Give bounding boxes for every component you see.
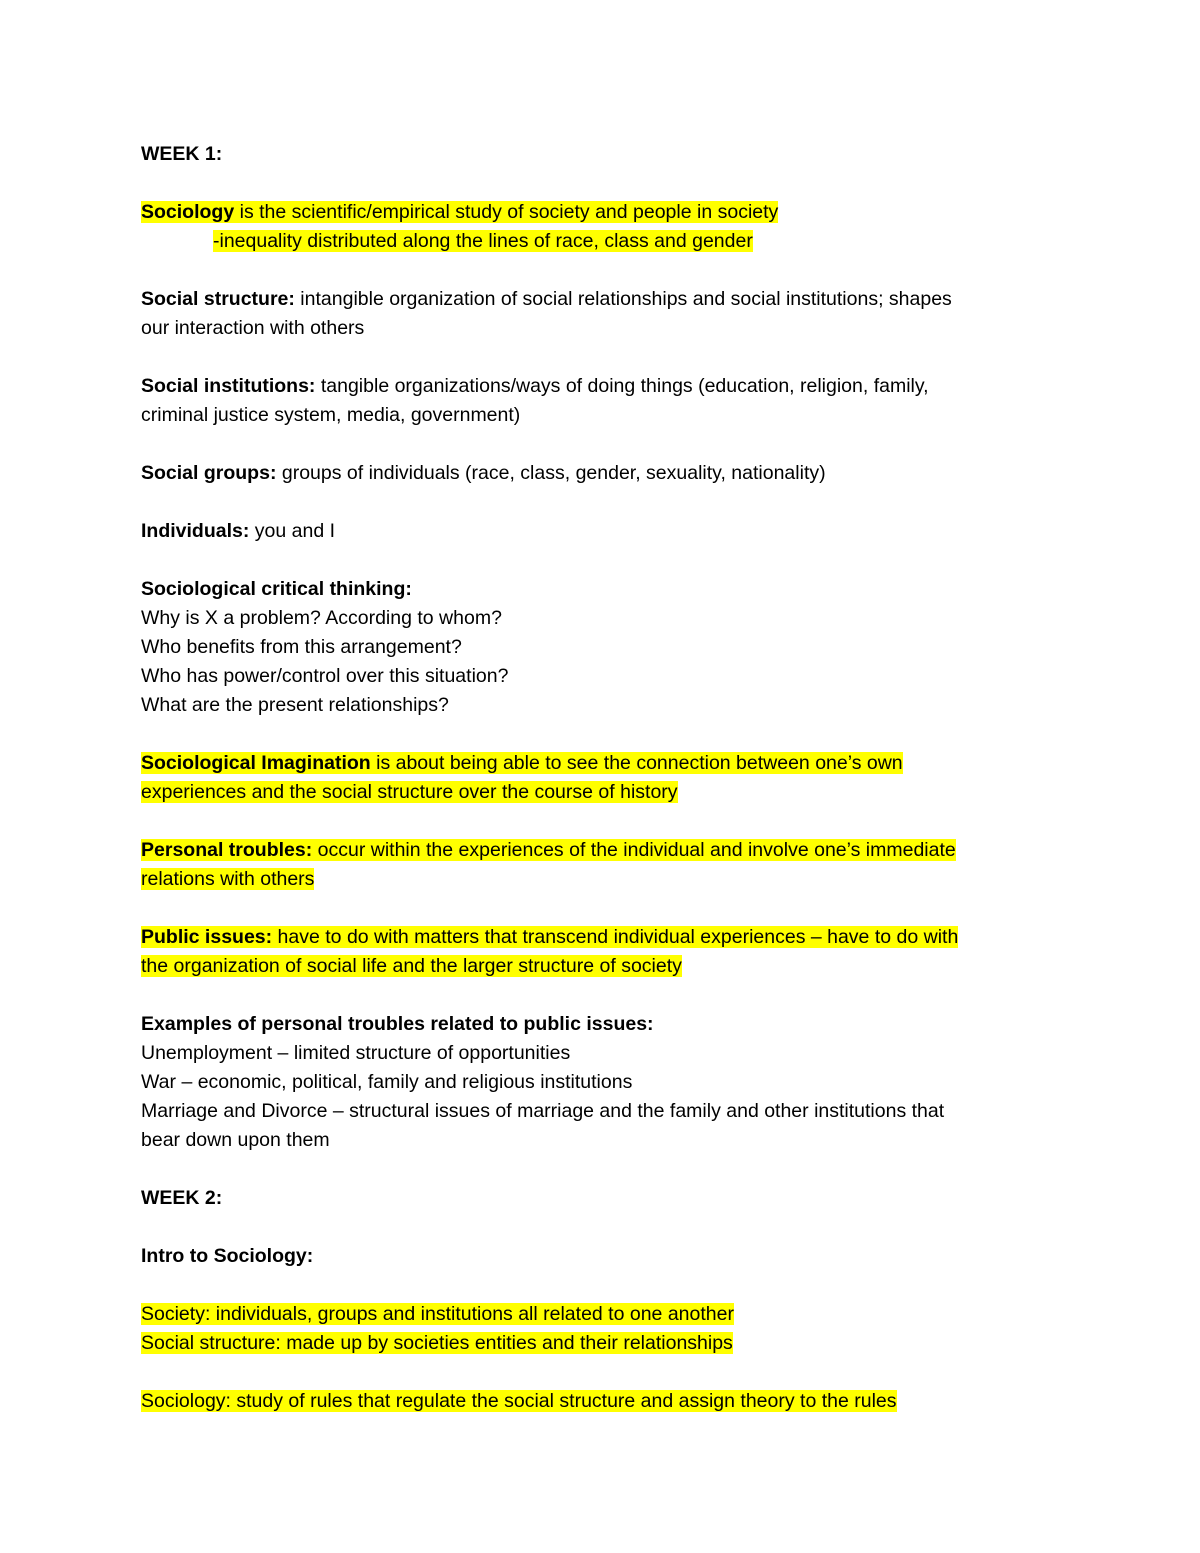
public-issues-definition-cont: the organization of social life and the larger structure of society (141, 955, 682, 977)
document-page (141, 140, 1061, 1416)
sociology-definition: Sociology is the scientific/empirical study of society and people in society (141, 201, 779, 223)
example-item: Unemployment – limited structure of opportunities (141, 1042, 571, 1064)
imagination-definition: Sociological Imagination is about being able to see the connection between one’s own (141, 752, 903, 774)
sociology-rules-definition: Sociology: study of rules that regulate the social structure and assign theory to the rules (141, 1390, 897, 1412)
sociology-subpoint: -inequality distributed along the lines of race, class and gender (213, 230, 753, 252)
personal-troubles-definition: Personal troubles: occur within the experiences of the individual and involve one’s immediate (141, 839, 956, 861)
week2-heading: WEEK 2: (141, 1187, 223, 1209)
personal-troubles-definition-cont: relations with others (141, 868, 315, 890)
example-item: War – economic, political, family and religious institutions (141, 1071, 633, 1093)
social-structure-week2: Social structure: made up by societies entities and their relationships (141, 1332, 733, 1354)
examples-heading: Examples of personal troubles related to public issues: (141, 1013, 654, 1035)
social-groups-definition: Social groups: groups of individuals (race, class, gender, sexuality, nationality) (141, 462, 826, 484)
intro-heading: Intro to Sociology: (141, 1245, 314, 1267)
example-item: Marriage and Divorce – structural issues of marriage and the family and other institutions that (141, 1100, 945, 1122)
critical-question: What are the present relationships? (141, 694, 449, 716)
critical-question: Who benefits from this arrangement? (141, 636, 462, 658)
critical-question: Who has power/control over this situation? (141, 665, 509, 687)
social-institutions-definition-cont: criminal justice system, media, government) (141, 404, 521, 426)
social-institutions-definition: Social institutions: tangible organizations/ways of doing things (education, religion, family, (141, 375, 929, 397)
imagination-definition-cont: experiences and the social structure over the course of history (141, 781, 678, 803)
society-definition: Society: individuals, groups and institutions all related to one another (141, 1303, 734, 1325)
social-structure-definition-cont: our interaction with others (141, 317, 365, 339)
individuals-definition: Individuals: you and I (141, 520, 336, 542)
example-item: bear down upon them (141, 1129, 330, 1151)
week1-heading: WEEK 1: (141, 143, 223, 165)
critical-question: Why is X a problem? According to whom? (141, 607, 502, 629)
social-structure-definition: Social structure: intangible organization of social relationships and social institutions; shapes (141, 288, 952, 310)
public-issues-definition: Public issues: have to do with matters that transcend individual experiences – have to do with (141, 926, 959, 948)
critical-thinking-heading: Sociological critical thinking: (141, 578, 412, 600)
